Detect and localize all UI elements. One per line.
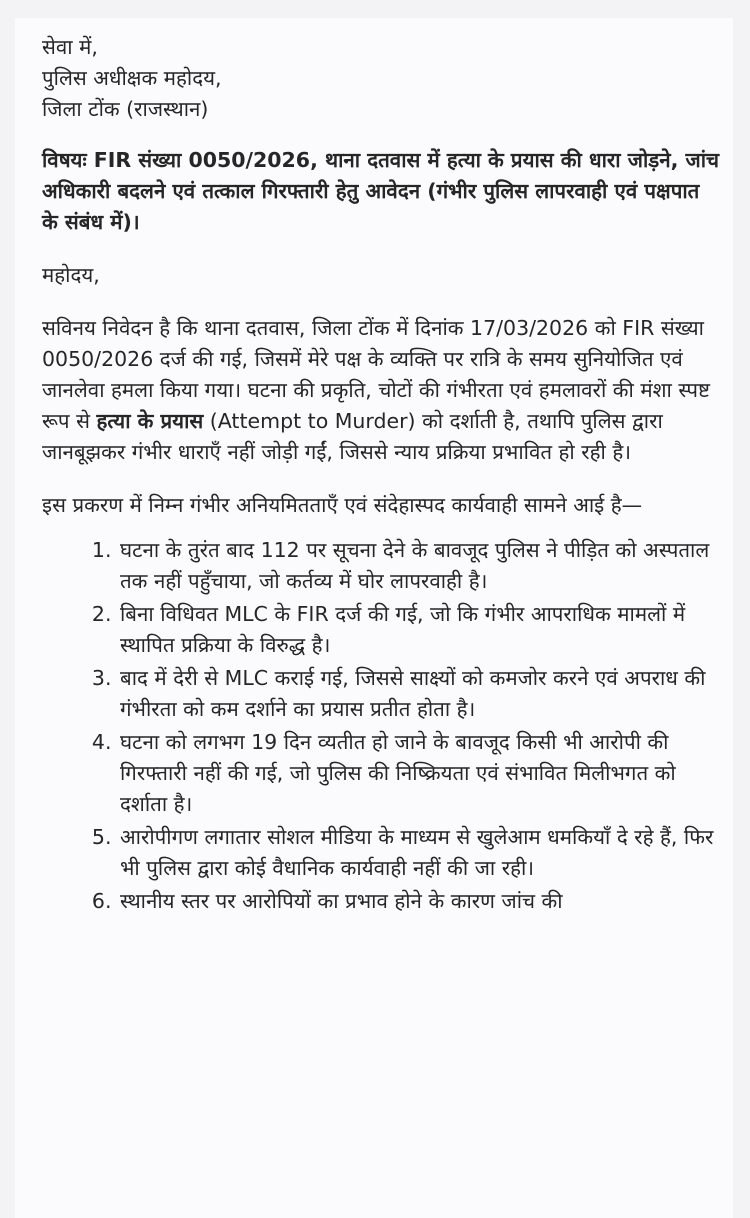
body-paragraph [42,313,722,468]
list-item: 4. घटना को लगभग 19 दिन व्यतीत हो जाने के बावजूद किसी भी आरोपी की गिरफ्तारी नहीं की गई, जो पुलिस की निष्क्रियता एवं संभावित मिलीभगत को दर्शाता है। [118,727,722,820]
address-line-2: पुलिस अधीक्षक महोदय, [42,66,222,90]
list-item: 6. स्थानीय स्तर पर आरोपियों का प्रभाव होने के कारण जांच की [118,886,722,917]
list-item: 5. आरोपीगण लगातार सोशल मीडिया के माध्यम से खुलेआम धमकियाँ दे रहे हैं, फिर भी पुलिस द्वारा कोई वैधानिक कार्यवाही नहीं की जा रही। [118,822,722,884]
letter-content [42,32,722,919]
list-item: 2. बिना विधिवत MLC के FIR दर्ज की गई, जो कि गंभीर आपराधिक मामलों में स्थापित प्रक्रिया के विरुद्ध है। [118,599,722,661]
recipient-address [42,32,722,125]
salutation: महोदय, [42,263,100,287]
body-text-part-2: (Attempt to Murder) को दर्शाती है, तथापि पुलिस द्वारा जानबूझकर गंभीर धाराएँ नहीं जोड़ी गईं, जिससे न्याय प्रक्रिया प्रभावित हो रही है। [42,409,663,464]
document-page [15,18,733,1218]
list-item: 3. बाद में देरी से MLC कराई गई, जिससे साक्ष्यों को कमजोर करने एवं अपराध की गंभीरता को कम दर्शाने का प्रयास प्रतीत होता है। [118,663,722,725]
list-item: 1. घटना के तुरंत बाद 112 पर सूचना देने के बावजूद पुलिस ने पीड़ित को अस्पताल तक नहीं पहुँचाया, जो कर्तव्य में घोर लापरवाही है। [118,535,722,597]
body-text-part-1: सविनय निवेदन है कि थाना दतवास, जिला टोंक में दिनांक 17/03/2026 को FIR संख्या 0050/2026 दर्ज की गई, जिसमें मेरे पक्ष के व्यक्ति पर रात्रि के समय सुनियोजित एवं जानलेवा हमला किया गया। घटना की प्रकृति, चोटों की गंभीरता एवं हमलावरों की मंशा स्पष्ट रूप से [42,316,710,433]
irregularities-intro: इस प्रकरण में निम्न गंभीर अनियमितताएँ एवं संदेहास्पद कार्यवाही सामने आई है— [42,493,643,517]
irregularities-list [42,535,722,917]
subject-line: विषयः FIR संख्या 0050/2026, थाना दतवास में हत्या के प्रयास की धारा जोड़ने, जांच अधिकारी बदलने एवं तत्काल गिरफ्तारी हेतु आवेदन (गंभीर पुलिस लापरवाही एवं पक्षपात के संबंध में)। [42,148,720,234]
address-line-3: जिला टोंक (राजस्थान) [42,97,209,121]
address-line-1: सेवा में, [42,35,98,59]
body-text-bold: हत्या के प्रयास [96,409,204,433]
